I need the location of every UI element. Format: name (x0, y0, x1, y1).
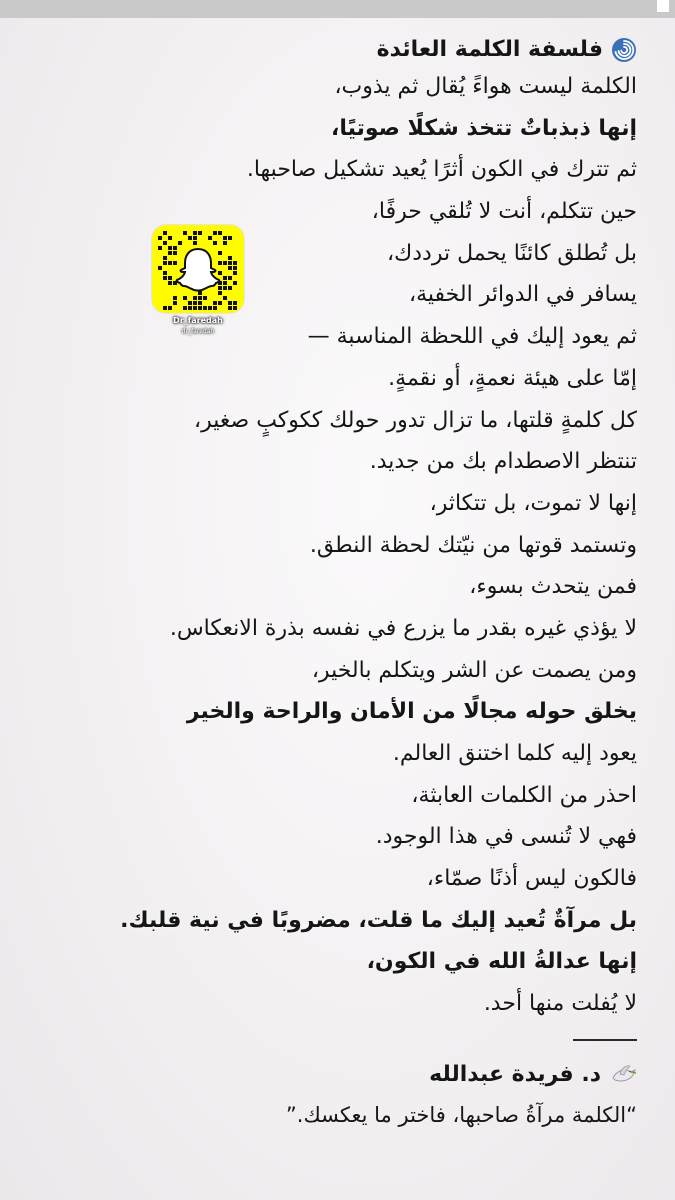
snapcode-dot (228, 301, 232, 305)
poem-line: يخلق حوله مجالًا من الأمان والراحة والخير (186, 699, 637, 725)
snapcode-dot (168, 281, 172, 285)
snapcode-dot (198, 231, 202, 235)
title-row (37, 34, 637, 66)
snapcode-dot (218, 271, 222, 275)
snapcode-dot (213, 241, 217, 245)
poem-lines (37, 66, 637, 1025)
snapcode-dot (218, 251, 222, 255)
poem-line: فهي لا تُنسى في هذا الوجود. (375, 824, 637, 850)
poem-title: فلسفة الكلمة العائدة (376, 37, 603, 62)
snapcode-dot (158, 246, 162, 250)
snapcode-dot (223, 286, 227, 290)
snapcode-dot (213, 306, 217, 310)
poem-line: ثم يعود إليك في اللحظة المناسبة — (307, 324, 637, 350)
poem-line: فالكون ليس أذنًا صمّاء، (426, 866, 637, 892)
snapcode-dot (233, 281, 237, 285)
snapcode-dot (233, 306, 237, 310)
snapcode-dot (178, 241, 182, 245)
poem-line: بل تُطلق كائنًا يحمل ترددك، (387, 240, 637, 266)
poem-line: الكلمة ليست هواءً يُقال ثم يذوب، (334, 74, 637, 99)
snapcode-dot (173, 261, 177, 265)
snapcode-dot (208, 306, 212, 310)
snapcode-dot (163, 231, 167, 235)
cyclone-icon (611, 37, 637, 63)
snapcode-dot (223, 296, 227, 300)
poem-line: لا يُفلت منها أحد. (483, 991, 637, 1017)
snapcode-dot (223, 241, 227, 245)
snapcode-dot (183, 306, 187, 310)
snapcode-dot (223, 261, 227, 265)
snapcode-graphic (152, 225, 244, 313)
snapcode-dot (163, 241, 167, 245)
poem-line: إمّا على هيئة نعمةٍ، أو نقمةٍ. (388, 365, 637, 391)
snapcode-dot (228, 286, 232, 290)
snapcode-dot (218, 286, 222, 290)
snapcode-dot (233, 261, 237, 265)
snapcode-dot (163, 261, 167, 265)
poem-line: ومن يصمت عن الشر ويتكلم بالخير، (311, 657, 637, 683)
snapcode-dot (168, 261, 172, 265)
snapcode-dot (193, 301, 197, 305)
snapcode-dot (233, 301, 237, 305)
snapcode-dot (183, 296, 187, 300)
snapcode-dot (198, 306, 202, 310)
snapcode-dot (173, 301, 177, 305)
author-name: د. فريدة عبدالله (429, 1062, 601, 1088)
snapcode-dot (228, 306, 232, 310)
poem-line: كل كلمةٍ قلتها، ما تزال تدور حولك ككوكبٍ صغير، (194, 407, 637, 433)
snapcode-dot (173, 296, 177, 300)
snapcode-dot (218, 291, 222, 295)
snapcode-dot (213, 231, 217, 235)
snapcode-dot (193, 306, 197, 310)
poem-line: وتستمد قوتها من نيّتك لحظة النطق. (309, 532, 637, 558)
poem-line: احذر من الكلمات العابثة، (411, 782, 637, 808)
snapcode-dot (228, 266, 232, 270)
snapcode-dot (213, 301, 217, 305)
snapcode-dot (228, 256, 232, 260)
snapcode-dot (168, 306, 172, 310)
snapcode-dot (168, 236, 172, 240)
snapcode-dot (188, 301, 192, 305)
poem-line: تنتظر الاصطدام بك من جديد. (369, 449, 637, 475)
snapcode-dot (228, 236, 232, 240)
snapcode-dot (233, 271, 237, 275)
poem-line: إنها عدالةُ الله في الكون، (366, 949, 637, 975)
poem-line: بل مرآةٌ تُعيد إليك ما قلت، مضروبًا في نية قلبك. (120, 907, 637, 933)
snapcode-dot (223, 236, 227, 240)
status-bar (0, 0, 675, 18)
snapcode-dot (228, 261, 232, 265)
dove-icon (609, 1062, 637, 1088)
snapcode-dot (173, 251, 177, 255)
snapcode-dot (223, 281, 227, 285)
snapcode-handle: dr_faredah (181, 328, 215, 335)
poem-line: فمن يتحدث بسوء، (469, 574, 637, 600)
status-bar-mark (657, 0, 669, 12)
snapcode-dot (193, 231, 197, 235)
snapcode-dot (198, 301, 202, 305)
snapcode-dot (203, 306, 207, 310)
snapcode-dot (198, 291, 202, 295)
snapcode-dot (163, 271, 167, 275)
poem-line: يعود إليه كلما اختنق العالم. (392, 741, 637, 766)
snapcode-dot (163, 256, 167, 260)
snapcode-dot (218, 261, 222, 265)
author-row (37, 1055, 637, 1095)
poem-line: لا يؤذي غيره بقدر ما يزرع في نفسه بذرة الانعكاس. (169, 615, 637, 641)
closing-quote: “الكلمة مرآةُ صاحبها، فاختر ما يعكسك.” (285, 1102, 637, 1127)
snapcode-dot (188, 306, 192, 310)
snapcode-dot (203, 296, 207, 300)
snapcode-dot (233, 266, 237, 270)
snapcode-dot (168, 276, 172, 280)
poem-line: إنها لا تموت، بل تتكاثر، (429, 490, 637, 516)
snapcode-dot (218, 301, 222, 305)
snapcode-dot (158, 266, 162, 270)
divider (573, 1039, 637, 1041)
snapcode-dot (218, 231, 222, 235)
poem-line: حين تتكلم، أنت لا تُلقي حرفًا، (371, 199, 637, 225)
snapcode-dot (223, 276, 227, 280)
snapcode-dot (193, 236, 197, 240)
snapcode-dot (168, 246, 172, 250)
snapcode-dot (193, 241, 197, 245)
snapcode-dot (193, 296, 197, 300)
poem-line: يسافر في الدوائر الخفية، (409, 282, 637, 308)
poem-line: إنها ذبذباتٌ تتخذ شكلًا صوتيًا، (331, 115, 637, 141)
snapcode[interactable] (152, 225, 244, 313)
snapcode-dot (208, 236, 212, 240)
snapcode-dot (228, 276, 232, 280)
poem-line: ثم تترك في الكون أثرًا يُعيد تشكيل صاحبها. (246, 157, 637, 183)
snapcode-dot (173, 246, 177, 250)
snapcode-dot (183, 231, 187, 235)
snapcode-dot (163, 306, 167, 310)
snapcode-dot (158, 236, 162, 240)
snapcode-dot (168, 251, 172, 255)
poem-body (37, 34, 637, 1135)
snapcode-dot (163, 276, 167, 280)
snapcode-dot (198, 296, 202, 300)
snapcode-name: Dr_faredah (173, 316, 223, 325)
snapcode-dot (188, 236, 192, 240)
